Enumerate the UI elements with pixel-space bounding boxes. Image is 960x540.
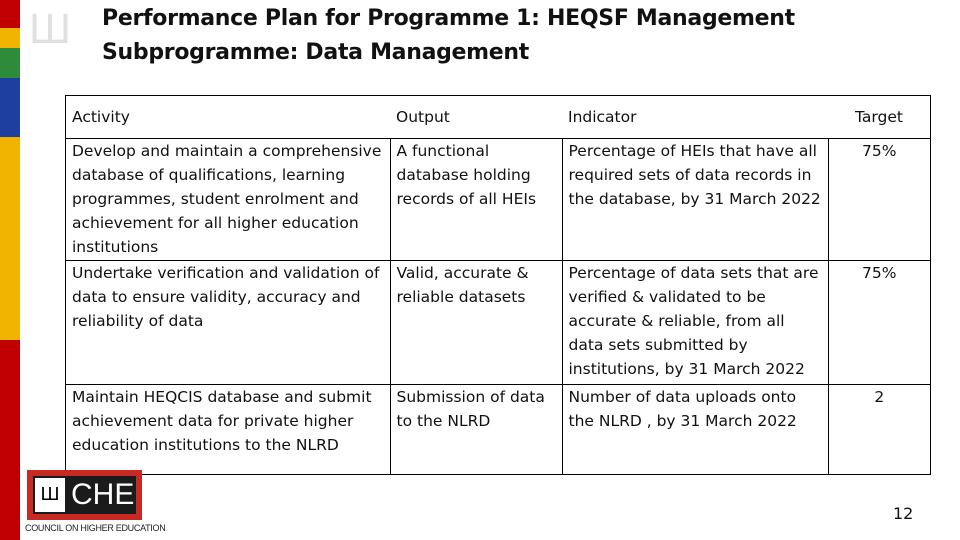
color-stripe-red xyxy=(0,0,20,28)
target-cell: 2 xyxy=(828,385,931,475)
color-stripe-yellow xyxy=(0,28,20,48)
indicator-cell: Number of data uploads onto the NLRD , by 31 March 2022 xyxy=(562,385,828,475)
output-cell: Submission of data to the NLRD xyxy=(390,385,562,475)
page-number: 12 xyxy=(893,504,914,523)
emblem-watermark-icon: Ш xyxy=(28,7,72,53)
slide-title xyxy=(102,2,795,70)
col-activity: Activity xyxy=(66,96,391,139)
table-row xyxy=(66,385,931,475)
color-stripe-green xyxy=(0,48,20,78)
emblem-icon: Ш xyxy=(35,478,65,512)
logo-subtitle: COUNCIL ON HIGHER EDUCATION xyxy=(25,523,166,533)
col-target: Target xyxy=(828,96,931,139)
col-indicator: Indicator xyxy=(568,108,637,126)
table-header-row xyxy=(66,96,931,139)
che-logo xyxy=(27,470,142,520)
indicator-cell: Percentage of HEIs that have all required sets of data records in the database, by 31 March 2022 xyxy=(562,139,828,261)
color-stripe-red xyxy=(0,340,20,540)
activity-cell: Develop and maintain a comprehensive database of qualifications, learning programmes, student enrolment and achievement for all higher education institutions xyxy=(66,139,391,261)
performance-table xyxy=(65,95,931,475)
target-cell: 75% xyxy=(828,139,931,261)
logo-text: CHE xyxy=(33,476,136,514)
indicator-cell: Percentage of data sets that are verified & validated to be accurate & reliable, from all data sets submitted by institutions, by 31 March 2022 xyxy=(562,261,828,385)
activity-cell: Undertake verification and validation of data to ensure validity, accuracy and reliability of data xyxy=(66,261,391,385)
target-cell: 75% xyxy=(828,261,931,385)
color-stripe-yellow xyxy=(0,137,20,340)
output-cell: A functional database holding records of all HEIs xyxy=(390,139,562,261)
title-line-2: Subprogramme: Data Management xyxy=(102,40,530,65)
activity-cell: Maintain HEQCIS database and submit achievement data for private higher education institutions to the NLRD xyxy=(66,385,391,475)
color-stripe-blue xyxy=(0,78,20,137)
table-row xyxy=(66,139,931,261)
col-output: Output xyxy=(396,108,450,126)
table-row xyxy=(66,261,931,385)
output-cell: Valid, accurate & reliable datasets xyxy=(390,261,562,385)
title-line-1: Performance Plan for Programme 1: HEQSF Management xyxy=(102,6,795,31)
